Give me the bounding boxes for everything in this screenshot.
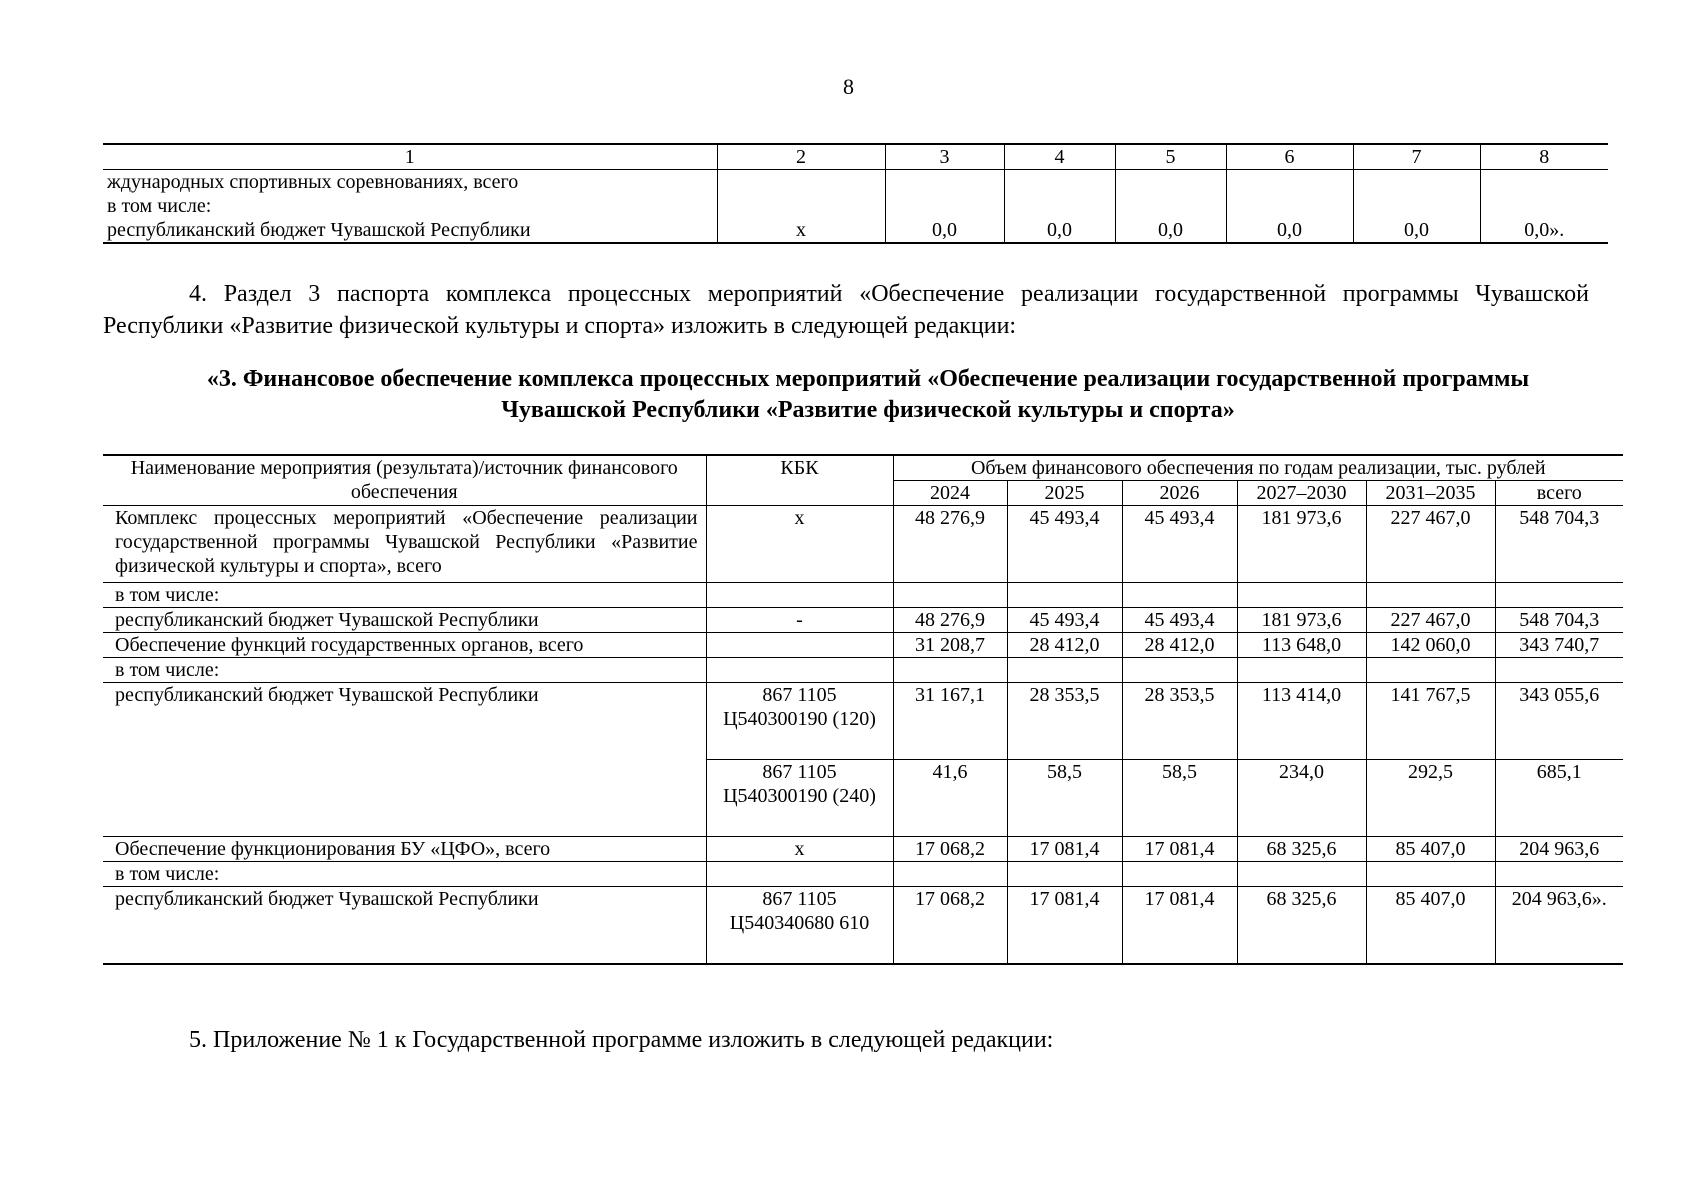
value-cell: 17 081,4 xyxy=(1007,887,1122,964)
kbk-cell: 867 1105 Ц540300190 (240) xyxy=(706,760,893,837)
table-cell xyxy=(706,583,893,608)
table-cell xyxy=(885,170,1004,219)
column-number: 1 xyxy=(103,144,717,170)
table-row xyxy=(103,887,1623,964)
value-cell: 141 767,5 xyxy=(1366,683,1495,760)
row-name: Обеспечение функционирования БУ «ЦФО», всего xyxy=(103,837,706,862)
value-cell: 31 167,1 xyxy=(893,683,1007,760)
row-name: республиканский бюджет Чувашской Республики xyxy=(103,887,706,964)
value-cell: 0,0». xyxy=(1480,218,1608,243)
table-header-row xyxy=(103,455,1623,481)
row-name-line: ждународных спортивных соревнованиях, всего xyxy=(107,171,519,193)
table-cell xyxy=(1237,583,1366,608)
value-cell: 41,6 xyxy=(893,760,1007,837)
column-number: 4 xyxy=(1004,144,1115,170)
table-cell xyxy=(1366,583,1495,608)
row-name xyxy=(103,170,717,219)
table-cell xyxy=(1353,170,1480,219)
value-cell: 17 081,4 xyxy=(1007,837,1122,862)
value-cell: 85 407,0 xyxy=(1366,887,1495,964)
column-number: 6 xyxy=(1226,144,1353,170)
value-cell: 45 493,4 xyxy=(1122,506,1237,583)
table-cell xyxy=(1366,862,1495,887)
value-cell: 548 704,3 xyxy=(1495,608,1623,633)
value-cell: 58,5 xyxy=(1007,760,1122,837)
table-cell xyxy=(893,658,1007,683)
kbk-cell: 867 1105 Ц540340680 610 xyxy=(706,887,893,964)
kbk-cell: x xyxy=(717,218,885,243)
continuation-table xyxy=(103,143,1608,244)
table-cell xyxy=(1115,170,1226,219)
header-year: 2031–2035 xyxy=(1366,481,1495,506)
table-cell xyxy=(1007,583,1122,608)
value-cell: 548 704,3 xyxy=(1495,506,1623,583)
row-name xyxy=(103,760,706,837)
table-row xyxy=(103,170,1608,219)
table-cell xyxy=(1480,170,1608,219)
value-cell: 343 055,6 xyxy=(1495,683,1623,760)
kbk-cell: x xyxy=(706,506,893,583)
table-cell xyxy=(1495,862,1623,887)
value-cell: 0,0 xyxy=(1115,218,1226,243)
kbk-cell: - xyxy=(706,608,893,633)
value-cell: 227 467,0 xyxy=(1366,506,1495,583)
table-cell xyxy=(1122,583,1237,608)
value-cell: 204 963,6 xyxy=(1495,837,1623,862)
table-cell xyxy=(1237,862,1366,887)
table-cell xyxy=(717,170,885,219)
value-cell: 58,5 xyxy=(1122,760,1237,837)
value-cell: 113 414,0 xyxy=(1237,683,1366,760)
value-cell: 85 407,0 xyxy=(1366,837,1495,862)
value-cell: 142 060,0 xyxy=(1366,633,1495,658)
table-cell xyxy=(706,862,893,887)
table-cell xyxy=(1007,862,1122,887)
header-total: всего xyxy=(1495,481,1623,506)
header-year: 2025 xyxy=(1007,481,1122,506)
row-name: республиканский бюджет Чувашской Республики xyxy=(103,608,706,633)
value-cell: 0,0 xyxy=(1004,218,1115,243)
paragraph-4: 4. Раздел 3 паспорта комплекса процессных мероприятий «Обеспечение реализации государственной программы Чувашской Республики «Развитие физической культуры и спорта» изложить в следующей редакции: xyxy=(103,281,1589,339)
value-cell: 28 412,0 xyxy=(1122,633,1237,658)
value-cell: 68 325,6 xyxy=(1237,837,1366,862)
row-subtitle: в том числе: xyxy=(107,195,212,217)
header-year: 2024 xyxy=(893,481,1007,506)
row-name: Комплекс процессных мероприятий «Обеспечение реализации государственной программы Чувашской Республики «Развитие физической культуры и спорта», всего xyxy=(103,506,706,583)
table-cell xyxy=(1004,170,1115,219)
value-cell: 28 353,5 xyxy=(1007,683,1122,760)
row-name: Обеспечение функций государственных органов, всего xyxy=(103,633,706,658)
row-name: республиканский бюджет Чувашской Республики xyxy=(103,683,706,760)
table-row xyxy=(103,506,1623,583)
value-cell: 0,0 xyxy=(885,218,1004,243)
section-heading-line-2: Чувашской Республики «Развитие физической культуры и спорта» xyxy=(501,397,1235,423)
value-cell: 45 493,4 xyxy=(1007,608,1122,633)
value-cell: 343 740,7 xyxy=(1495,633,1623,658)
table-cell xyxy=(706,658,893,683)
table-cell xyxy=(893,583,1007,608)
value-cell: 45 493,4 xyxy=(1122,608,1237,633)
table-cell xyxy=(1007,658,1122,683)
value-cell: 17 068,2 xyxy=(893,837,1007,862)
section-heading xyxy=(103,364,1633,426)
column-number: 3 xyxy=(885,144,1004,170)
table-row xyxy=(103,760,1623,837)
value-cell: 227 467,0 xyxy=(1366,608,1495,633)
table-row xyxy=(103,658,1623,683)
table-cell xyxy=(1366,658,1495,683)
value-cell: 204 963,6». xyxy=(1495,887,1623,964)
value-cell: 28 412,0 xyxy=(1007,633,1122,658)
column-number: 8 xyxy=(1480,144,1608,170)
value-cell: 181 973,6 xyxy=(1237,608,1366,633)
header-year: 2026 xyxy=(1122,481,1237,506)
value-cell: 48 276,9 xyxy=(893,608,1007,633)
section-heading-line-1: «3. Финансовое обеспечение комплекса процессных мероприятий «Обеспечение реализации государственной программы xyxy=(206,366,1530,392)
row-name: в том числе: xyxy=(103,583,706,608)
table-row xyxy=(103,683,1623,760)
header-kbk: КБК xyxy=(706,455,893,506)
value-cell: 0,0 xyxy=(1226,218,1353,243)
table-row xyxy=(103,608,1623,633)
value-cell: 17 081,4 xyxy=(1122,887,1237,964)
header-name: Наименование мероприятия (результата)/источник финансового обеспечения xyxy=(103,455,706,506)
value-cell: 234,0 xyxy=(1237,760,1366,837)
value-cell: 28 353,5 xyxy=(1122,683,1237,760)
paragraph-5: 5. Приложение № 1 к Государственной программе изложить в следующей редакции: xyxy=(189,1027,1054,1053)
value-cell: 17 081,4 xyxy=(1122,837,1237,862)
value-cell: 31 208,7 xyxy=(893,633,1007,658)
table-cell xyxy=(1226,170,1353,219)
value-cell: 113 648,0 xyxy=(1237,633,1366,658)
table-cell xyxy=(1122,862,1237,887)
value-cell: 292,5 xyxy=(1366,760,1495,837)
column-number: 7 xyxy=(1353,144,1480,170)
value-cell: 685,1 xyxy=(1495,760,1623,837)
column-number: 5 xyxy=(1115,144,1226,170)
table-row xyxy=(103,218,1608,243)
value-cell: 68 325,6 xyxy=(1237,887,1366,964)
finance-table xyxy=(103,454,1623,965)
header-year: 2027–2030 xyxy=(1237,481,1366,506)
row-name: республиканский бюджет Чувашской Республики xyxy=(103,218,717,243)
kbk-cell xyxy=(706,633,893,658)
table-row xyxy=(103,862,1623,887)
value-cell: 17 068,2 xyxy=(893,887,1007,964)
table-cell xyxy=(1237,658,1366,683)
page-number: 8 xyxy=(843,74,854,99)
table-row xyxy=(103,837,1623,862)
header-volume: Объем финансового обеспечения по годам реализации, тыс. рублей xyxy=(893,455,1623,481)
table-cell xyxy=(1495,583,1623,608)
table-row xyxy=(103,633,1623,658)
column-number: 2 xyxy=(717,144,885,170)
value-cell: 0,0 xyxy=(1353,218,1480,243)
value-cell: 45 493,4 xyxy=(1007,506,1122,583)
kbk-cell: x xyxy=(706,837,893,862)
row-name: в том числе: xyxy=(103,658,706,683)
table-cell xyxy=(1495,658,1623,683)
table-cell xyxy=(1122,658,1237,683)
table-header-row xyxy=(103,144,1608,170)
table-row xyxy=(103,583,1623,608)
row-name: в том числе: xyxy=(103,862,706,887)
value-cell: 48 276,9 xyxy=(893,506,1007,583)
value-cell: 181 973,6 xyxy=(1237,506,1366,583)
table-cell xyxy=(893,862,1007,887)
kbk-cell: 867 1105 Ц540300190 (120) xyxy=(706,683,893,760)
